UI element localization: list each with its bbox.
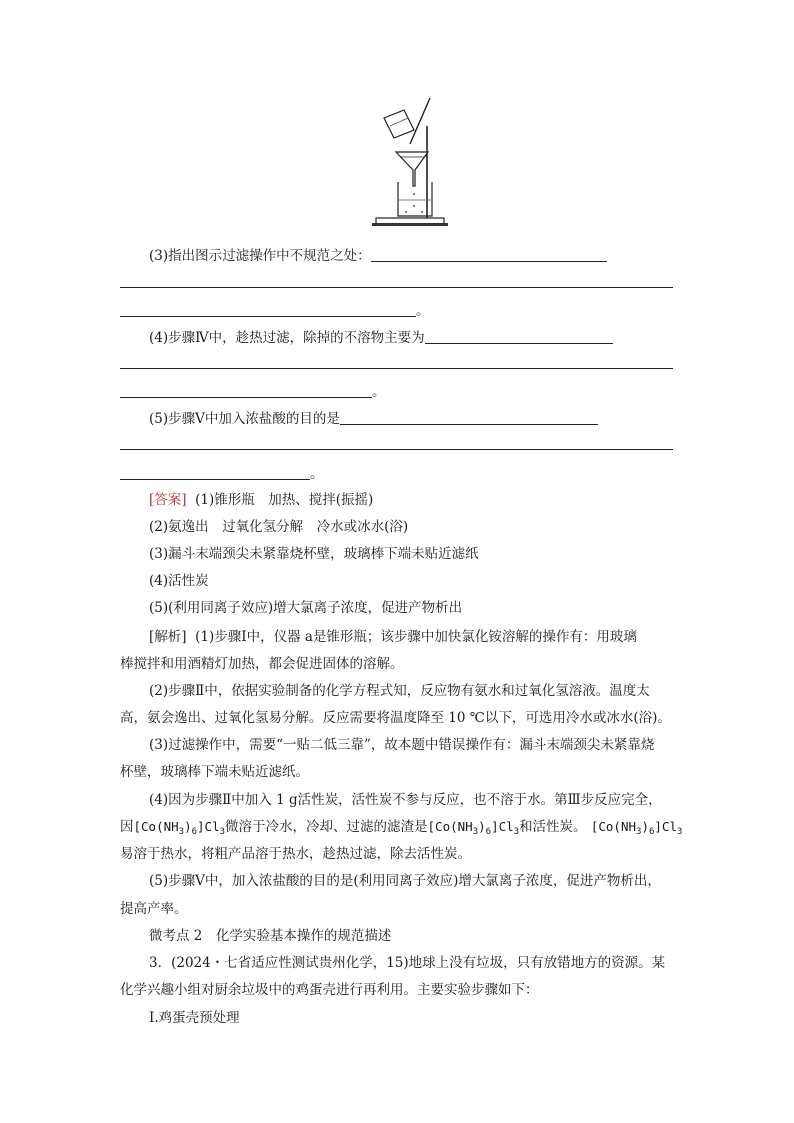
answer-blank <box>120 287 673 288</box>
question-3-stem-b: 化学兴趣小组对厨余垃圾中的鸡蛋壳进行再利用。主要实验步骤如下： <box>120 982 539 998</box>
section-title: 微考点 2 化学实验基本操作的规范描述 <box>149 928 392 944</box>
step-1-heading: Ⅰ.鸡蛋壳预处理 <box>149 1010 240 1026</box>
analysis-2b: 高，氨会逸出、过氧化氢易分解。反应需要将温度降至 10 ℃以下，可选用冷水或冰水(浴)。 <box>120 710 671 726</box>
answer-blank <box>120 368 673 369</box>
answer-1: [答案] (1)锥形瓶 加热、搅拌(振摇) <box>149 492 374 508</box>
analysis-3b: 杯壁，玻璃棒下端未贴近滤纸。 <box>120 764 309 780</box>
filtration-apparatus-figure <box>370 96 450 228</box>
pouring-beaker <box>384 110 414 138</box>
question-5-end-line: 。 <box>120 464 324 484</box>
answer-blank <box>425 329 613 344</box>
question-4-line <box>149 328 613 348</box>
chemical-formula: $[Co(NH_3)_6]Cl_3$ <box>133 819 226 837</box>
answer-blank <box>340 410 598 425</box>
analysis-4b: 因$[Co(NH_3)_6]Cl_3$微溶于冷水，冷却、过滤的滤渣是$[Co(NH_3)_6]Cl_3$和活性炭。 $[Co(NH_3)_6]Cl_3$ <box>120 819 683 837</box>
question-4-prompt: (4)步骤Ⅳ中，趁热过滤，除掉的不溶物主要为 <box>149 330 425 346</box>
chemical-formula: $[Co(NH_3)_6]Cl_3$ <box>427 819 520 837</box>
answer-blank <box>120 302 416 317</box>
analysis-3a: (3)过滤操作中，需要“一贴二低三靠”，故本题中错误操作有：漏斗末端颈尖未紧靠烧 <box>149 737 655 753</box>
analysis-1a: [解析] (1)步骤Ⅰ中，仪器 a是锥形瓶；该步骤中加快氯化铵溶解的操作有：用玻璃 <box>149 629 637 645</box>
answer-4: (4)活性炭 <box>149 573 209 589</box>
chemical-formula: $[Co(NH_3)_6]Cl_3$ <box>590 819 683 837</box>
analysis-5a: (5)步骤Ⅴ中，加入浓盐酸的目的是(利用同离子效应)增大氯离子浓度，促进产物析出， <box>149 873 661 889</box>
answer-tag: [答案] <box>149 492 187 508</box>
analysis-4c: 易溶于热水，将粗产品溶于热水，趁热过滤，除去活性炭。 <box>120 846 471 862</box>
analysis-5b: 提高产率。 <box>120 901 188 917</box>
answer-blank <box>120 383 372 398</box>
answer-blank <box>120 465 310 480</box>
analysis-2a: (2)步骤Ⅱ中，依据实验制备的化学方程式知，反应物有氨水和过氧化氢溶液。温度太 <box>149 683 650 699</box>
answer-5: (5)(利用同离子效应)增大氯离子浓度，促进产物析出 <box>149 600 463 616</box>
question-5-line <box>149 409 598 429</box>
question-3-line <box>149 246 607 266</box>
question-3-prompt: (3)指出图示过滤操作中不规范之处： <box>149 248 371 264</box>
analysis-4a: (4)因为步骤Ⅱ中加入 1 g活性炭，活性炭不参与反应，也不溶于水。第Ⅲ步反应完全， <box>149 792 662 808</box>
analysis-tag: [解析] <box>149 629 187 645</box>
answer-2: (2)氨逸出 过氧化氢分解 冷水或冰水(浴) <box>149 519 409 535</box>
answer-3: (3)漏斗末端颈尖未紧靠烧杯壁，玻璃棒下端未贴近滤纸 <box>149 546 479 562</box>
answer-blank <box>371 247 607 262</box>
question-5-prompt: (5)步骤Ⅴ中加入浓盐酸的目的是 <box>149 411 340 427</box>
question-3-end-line: 。 <box>120 301 430 321</box>
analysis-1b: 棒搅拌和用酒精灯加热，都会促进固体的溶解。 <box>120 656 404 672</box>
question-4-end-line: 。 <box>120 382 386 402</box>
question-3-stem-a: 3．(2024・七省适应性测试贵州化学，15)地球上没有垃圾，只有放错地方的资源。某 <box>149 955 666 971</box>
answer-blank <box>120 449 673 450</box>
